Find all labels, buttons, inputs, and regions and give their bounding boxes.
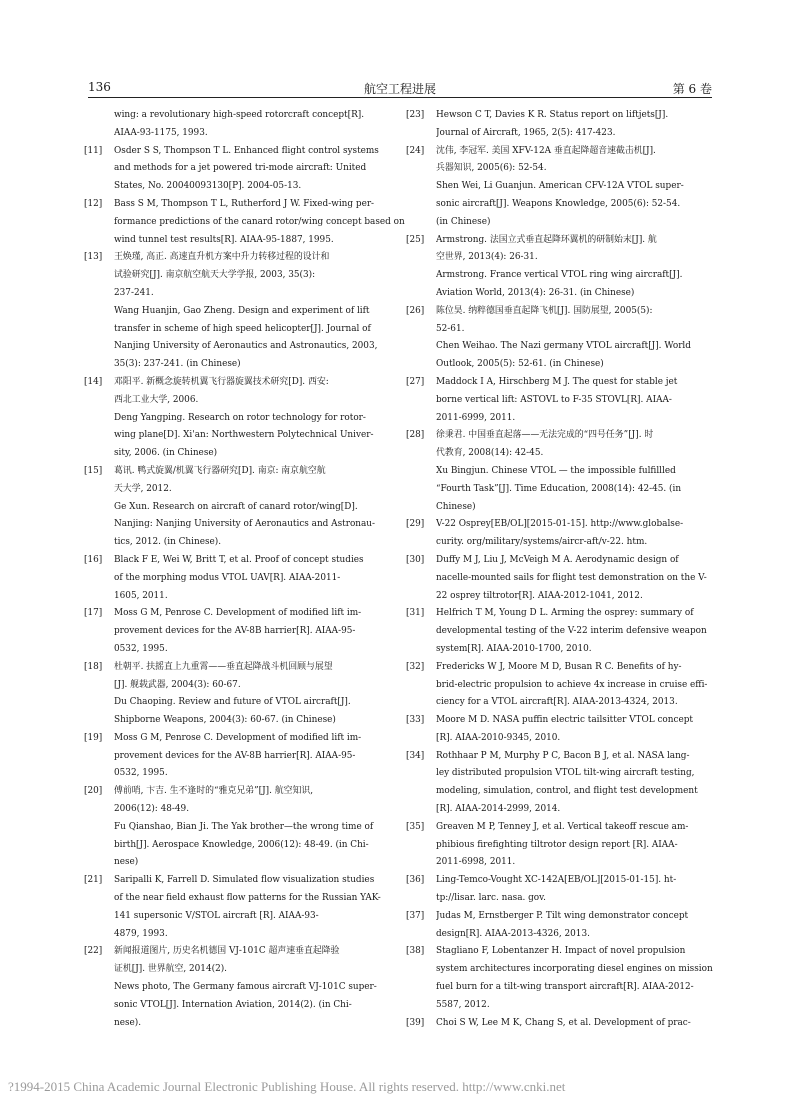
reference-text (436, 427, 710, 516)
reference-number: [36] (406, 875, 425, 886)
reference-line: fuel burn for a tilt-wing transport aircraft[R]. AIAA-2012- (436, 982, 694, 993)
reference-line: AIAA-93-1175, 1993. (114, 127, 208, 138)
reference-entry (84, 196, 405, 249)
reference-line: Ling-Temco-Vought XC-142A[EB/OL][2015-01-15]. ht- (436, 875, 677, 886)
reference-line: nacelle-mounted sails for flight test demonstration on the V- (436, 572, 707, 583)
reference-line: Aviation World, 2013(4): 26-31. (in Chinese) (436, 287, 635, 298)
reference-number: [14] (84, 376, 103, 387)
reference-text (436, 748, 710, 819)
reference-number: [15] (84, 465, 103, 476)
reference-line: “Fourth Task”[J]. Time Education, 2008(14): 42-45. (in (436, 483, 682, 494)
reference-line: modeling, simulation, control, and flight test development (436, 786, 698, 797)
reference-number: [26] (406, 305, 425, 316)
reference-line: 葛讯. 鸭式旋翼/机翼飞行器研究[D]. 南京: 南京航空航 (114, 465, 326, 476)
reference-text (114, 196, 405, 249)
reference-number: [11] (84, 145, 103, 156)
reference-entry (406, 659, 710, 712)
reference-entry (406, 748, 710, 819)
reference-line: Chen Weihao. The Nazi germany VTOL aircraft[J]. World (436, 341, 691, 352)
reference-text (436, 143, 710, 232)
reference-number: [38] (406, 946, 425, 957)
reference-line: Saripalli K, Farrell D. Simulated flow visualization studies (114, 875, 375, 886)
reference-number: [34] (406, 750, 425, 761)
reference-line: Shen Wei, Li Guanjun. American CFV-12A VTOL super- (436, 181, 684, 192)
reference-line: Moss G M, Penrose C. Development of modified lift im- (114, 608, 362, 619)
reference-entry (406, 943, 713, 1014)
reference-line: wind tunnel test results[R]. AIAA-95-1887, 1995. (114, 234, 334, 245)
reference-line: birth[J]. Aerospace Knowledge, 2006(12): 48-49. (in Chi- (114, 839, 369, 850)
reference-line: 4879, 1993. (114, 928, 168, 939)
reference-number: [31] (406, 608, 425, 619)
reference-line: Chinese) (436, 501, 476, 512)
reference-text (114, 552, 384, 605)
reference-number: [28] (406, 430, 425, 441)
reference-line: Journal of Aircraft, 1965, 2(5): 417-423. (436, 127, 616, 138)
reference-line: 22 osprey tiltrotor[R]. AIAA-2012-1041, 2012. (436, 590, 643, 601)
reference-entry (84, 107, 384, 143)
reference-line: Nanjing: Nanjing University of Aeronautics and Astronau- (114, 519, 376, 530)
reference-text (436, 303, 710, 374)
reference-text (114, 249, 384, 374)
reference-text (114, 943, 384, 1032)
reference-line: 空世界, 2013(4): 26-31. (436, 252, 538, 263)
copyright-footer: ?1994-2015 China Academic Journal Electronic Publishing House. All rights reserved. http://www.cnki.net (8, 1079, 566, 1094)
reference-number: [39] (406, 1017, 425, 1028)
reference-line: Nanjing University of Aeronautics and Astronautics, 2003, (114, 341, 378, 352)
reference-line: 1605, 2011. (114, 590, 168, 601)
reference-entry (406, 605, 710, 658)
reference-number: [21] (84, 875, 103, 886)
reference-line: transfer in scheme of high speed helicopter[J]. Journal of (114, 323, 371, 334)
reference-line: States, No. 20040093130[P]. 2004-05-13. (114, 181, 302, 192)
reference-number: [22] (84, 946, 103, 957)
reference-line: News photo, The Germany famous aircraft VJ-101C super- (114, 982, 377, 993)
reference-entry (406, 374, 710, 427)
reference-column-left (84, 107, 405, 1032)
reference-text (436, 908, 710, 944)
reference-line: of the near field exhaust flow patterns for the Russian YAK- (114, 893, 381, 904)
reference-line: wing: a revolutionary high-speed rotorcraft concept[R]. (114, 110, 365, 120)
reference-line: 沈伟, 李冠军. 美国 XFV-12A 垂直起降超音速截击机[J]. (436, 145, 656, 156)
reference-number: [32] (406, 661, 425, 672)
reference-line: sonic VTOL[J]. Internation Aviation, 2014(2). (in Chi- (114, 999, 352, 1010)
reference-line: 2011-6999, 2011. (436, 412, 516, 423)
reference-entry (84, 943, 384, 1032)
reference-line: Judas M, Ernstberger P. Tilt wing demonstrator concept (436, 910, 689, 921)
reference-entry (406, 552, 710, 605)
page-number: 136 (88, 80, 111, 94)
reference-text (436, 552, 710, 605)
reference-text (436, 872, 710, 908)
reference-entry (84, 143, 384, 196)
reference-line: Maddock I A, Hirschberg M J. The quest for stable jet (436, 376, 678, 387)
reference-line: sity, 2006. (in Chinese) (114, 448, 218, 459)
reference-line: Deng Yangping. Research on rotor technology for rotor- (114, 412, 366, 423)
reference-entry (406, 303, 710, 374)
reference-number: [30] (406, 554, 425, 565)
reference-number: [23] (406, 110, 425, 120)
reference-text (436, 819, 710, 872)
journal-title: 航空工程进展 (363, 82, 436, 96)
reference-text (436, 712, 710, 748)
reference-line: 2011-6998, 2011. (436, 857, 516, 868)
reference-line: Bass S M, Thompson T L, Rutherford J W. Fixed-wing per- (114, 198, 375, 209)
reference-line: nese). (114, 1017, 142, 1028)
reference-line: tp://lisar. larc. nasa. gov. (436, 893, 546, 904)
reference-entry (406, 1015, 710, 1033)
reference-line: 傅前哨, 卞吉. 生不逢时的“雅克兄弟”[J]. 航空知识, (114, 786, 314, 797)
reference-text (436, 107, 710, 143)
reference-line: Osder S S, Thompson T L. Enhanced flight control systems (114, 145, 379, 156)
reference-entry (84, 659, 384, 730)
reference-line: Black F E, Wei W, Britt T, et al. Proof of concept studies (114, 554, 364, 565)
reference-line: 杜朝平. 扶摇直上九重霄——垂直起降战斗机回顾与展望 (114, 661, 333, 672)
reference-line: Helfrich T M, Young D L. Arming the osprey: summary of (436, 608, 694, 619)
reference-line: formance predictions of the canard rotor/wing concept based on (114, 216, 405, 227)
reference-number: [35] (406, 821, 425, 832)
reference-line: 0532, 1995. (114, 643, 168, 654)
reference-line: 2006(12): 48-49. (114, 804, 190, 815)
reference-number: [16] (84, 554, 103, 565)
reference-text (114, 605, 384, 658)
reference-line: 5587, 2012. (436, 999, 490, 1010)
reference-text (114, 783, 384, 872)
reference-line: provement devices for the AV-8B harrier[R]. AIAA-95- (114, 626, 356, 637)
reference-entry (84, 605, 384, 658)
reference-line: system architectures incorporating diesel engines on mission (436, 964, 713, 975)
reference-entry (406, 516, 710, 552)
reference-line: Xu Bingjun. Chinese VTOL — the impossible fulfillled (436, 465, 676, 476)
reference-line: brid-electric propulsion to achieve 4x increase in cruise effi- (436, 679, 708, 690)
reference-line: (in Chinese) (436, 216, 491, 227)
reference-text (436, 605, 710, 658)
reference-line: developmental testing of the V-22 interim defensive weapon (436, 626, 707, 637)
reference-line: 141 supersonic V/STOL aircraft [R]. AIAA-93- (114, 910, 319, 921)
reference-text (114, 730, 384, 783)
reference-number: [33] (406, 715, 425, 726)
reference-line: Armstrong. France vertical VTOL ring wing aircraft[J]. (436, 270, 683, 281)
reference-line: Wang Huanjin, Gao Zheng. Design and experiment of lift (114, 305, 370, 316)
reference-entry (84, 872, 384, 943)
reference-line: 代教育, 2008(14): 42-45. (436, 448, 544, 459)
reference-entry (84, 783, 384, 872)
reference-column-right (406, 107, 713, 1032)
reference-line: phibious firefighting tiltrotor design report [R]. AIAA- (436, 839, 678, 850)
reference-line: Hewson C T, Davies K R. Status report on liftjets[J]. (436, 110, 669, 120)
running-header (88, 76, 712, 98)
reference-line: [R]. AIAA-2014-2999, 2014. (436, 804, 561, 815)
header-rule (88, 97, 712, 98)
reference-line: and methods for a jet powered tri-mode aircraft: United (114, 163, 367, 174)
reference-line: 徐秉君. 中国垂直起落——无法完成的“四号任务”[J]. 时 (436, 430, 654, 441)
reference-text (436, 374, 710, 427)
reference-line: 天大学, 2012. (114, 483, 172, 494)
reference-text (114, 872, 384, 943)
reference-line: V-22 Osprey[EB/OL][2015-01-15]. http://www.globalse- (436, 519, 684, 530)
reference-entry (406, 143, 710, 232)
reference-line: Moss G M, Penrose C. Development of modified lift im- (114, 732, 362, 743)
reference-number: [18] (84, 661, 103, 672)
reference-line: 陈位昊. 纳粹德国垂直起降飞机[J]. 国防展望, 2005(5): (436, 305, 653, 316)
reference-text (114, 659, 384, 730)
reference-text (436, 659, 710, 712)
reference-line: Armstrong. 法国立式垂直起降环翼机的研制始末[J]. 航 (436, 234, 657, 245)
reference-line: ley distributed propulsion VTOL tilt-wing aircraft testing, (436, 768, 695, 779)
reference-number: [13] (84, 252, 103, 263)
reference-line: 新闻报道图片, 历史名机德国 VJ-101C 超声速垂直起降验 (114, 946, 340, 957)
reference-text (436, 232, 710, 303)
reference-line: sonic aircraft[J]. Weapons Knowledge, 2005(6): 52-54. (436, 198, 681, 209)
reference-line: Duffy M J, Liu J, McVeigh M A. Aerodynamic design of (436, 554, 679, 565)
reference-line: 试验研究[J]. 南京航空航天大学学报, 2003, 35(3): (114, 270, 316, 281)
reference-number (84, 107, 114, 143)
reference-entry (84, 730, 384, 783)
reference-line: 237-241. (114, 287, 154, 298)
reference-line: ciency for a VTOL aircraft[R]. AIAA-2013-4324, 2013. (436, 697, 678, 708)
reference-line: 证机[J]. 世界航空, 2014(2). (114, 964, 227, 975)
reference-line: Fu Qianshao, Bian Ji. The Yak brother—the wrong time of (114, 821, 374, 832)
reference-number: [29] (406, 519, 425, 530)
reference-entry (406, 712, 710, 748)
reference-line: Du Chaoping. Review and future of VTOL aircraft[J]. (114, 697, 351, 708)
reference-text (114, 463, 384, 552)
reference-entry (84, 249, 384, 374)
reference-text (114, 374, 384, 463)
reference-line: 王焕瑾, 高正. 高速直升机方案中升力转移过程的设计和 (114, 252, 330, 263)
reference-entry (84, 374, 384, 463)
reference-line: design[R]. AIAA-2013-4326, 2013. (436, 928, 590, 939)
reference-line: system[R]. AIAA-2010-1700, 2010. (436, 643, 592, 654)
reference-line: tics, 2012. (in Chinese). (114, 537, 222, 548)
reference-entry (406, 908, 710, 944)
reference-text (436, 516, 710, 552)
reference-number: [37] (406, 910, 425, 921)
reference-entry (406, 872, 710, 908)
reference-line: Ge Xun. Research on aircraft of canard rotor/wing[D]. (114, 501, 358, 512)
reference-line: nese) (114, 857, 139, 868)
reference-line: Fredericks W J, Moore M D, Busan R C. Benefits of hy- (436, 661, 682, 672)
reference-line: 0532, 1995. (114, 768, 168, 779)
reference-line: 52-61. (436, 323, 465, 334)
reference-line: Rothhaar P M, Murphy P C, Bacon B J, et al. NASA lang- (436, 750, 690, 761)
reference-line: curity. org/military/systems/aircr-aft/v-22. htm. (436, 537, 648, 548)
reference-number: [17] (84, 608, 103, 619)
reference-text (436, 1015, 710, 1033)
reference-line: Moore M D. NASA puffin electric tailsitter VTOL concept (436, 715, 693, 726)
reference-number: [24] (406, 145, 425, 156)
reference-line: Shipborne Weapons, 2004(3): 60-67. (in Chinese) (114, 715, 336, 726)
reference-number: [27] (406, 376, 425, 387)
reference-line: 兵器知识, 2005(6): 52-54. (436, 163, 547, 174)
reference-text (436, 943, 713, 1014)
volume-label: 第 6 卷 (672, 82, 712, 96)
reference-number: [12] (84, 198, 103, 209)
reference-text (114, 107, 384, 143)
reference-entry (406, 427, 710, 516)
reference-number: [25] (406, 234, 425, 245)
reference-line: of the morphing modus VTOL UAV[R]. AIAA-2011- (114, 572, 341, 583)
reference-line: 邓阳平. 新概念旋转机翼飞行器旋翼技术研究[D]. 西安: (114, 376, 329, 387)
reference-line: Greaven M P, Tenney J, et al. Vertical takeoff rescue am- (436, 821, 689, 832)
reference-entry (406, 107, 710, 143)
reference-line: provement devices for the AV-8B harrier[R]. AIAA-95- (114, 750, 356, 761)
reference-line: [J]. 舰载武器, 2004(3): 60-67. (114, 679, 241, 690)
reference-entry (406, 232, 710, 303)
reference-line: Outlook, 2005(5): 52-61. (in Chinese) (436, 359, 604, 370)
reference-entry (406, 819, 710, 872)
reference-entry (84, 463, 384, 552)
reference-line: wing plane[D]. Xi'an: Northwestern Polytechnical Univer- (114, 430, 374, 441)
reference-number: [20] (84, 786, 103, 797)
reference-entry (84, 552, 384, 605)
reference-line: Choi S W, Lee M K, Chang S, et al. Development of prac- (436, 1017, 691, 1028)
reference-line: Stagliano F, Lobentanzer H. Impact of novel propulsion (436, 946, 686, 957)
reference-text (114, 143, 384, 196)
reference-number: [19] (84, 732, 103, 743)
reference-line: [R]. AIAA-2010-9345, 2010. (436, 732, 561, 743)
reference-line: 西北工业大学, 2006. (114, 394, 199, 405)
reference-line: 35(3): 237-241. (in Chinese) (114, 359, 241, 370)
reference-line: borne vertical lift: ASTOVL to F-35 STOVL[R]. AIAA- (436, 394, 672, 405)
